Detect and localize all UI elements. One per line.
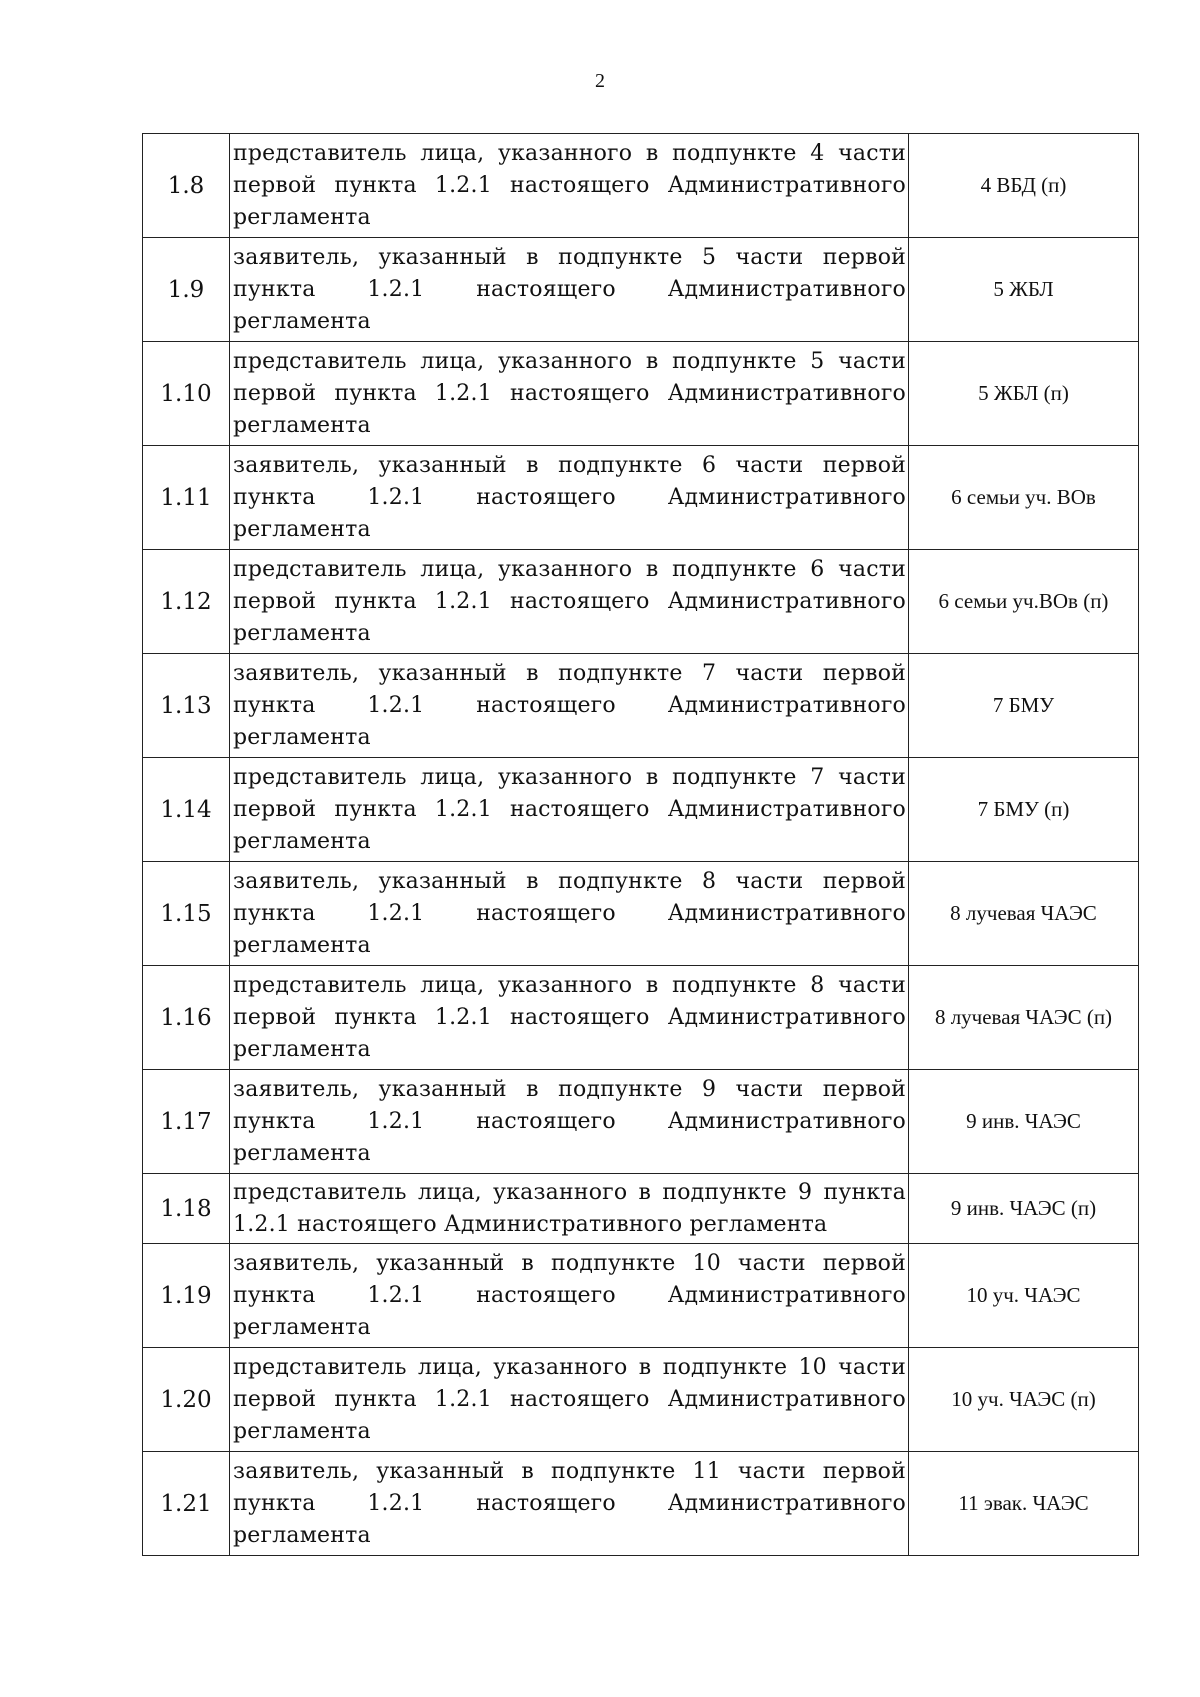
row-code: 8 лучевая ЧАЭС (909, 862, 1139, 966)
row-description: представитель лица, указанного в подпункте 7 части первой пункта 1.2.1 настоящего Административного регламента (230, 758, 909, 862)
row-description: заявитель, указанный в подпункте 9 части первой пункта 1.2.1 настоящего Административного регламента (230, 1070, 909, 1174)
row-number: 1.15 (143, 862, 230, 966)
row-code: 5 ЖБЛ (909, 238, 1139, 342)
row-code: 9 инв. ЧАЭС (909, 1070, 1139, 1174)
row-description: представитель лица, указанного в подпункте 9 пункта 1.2.1 настоящего Административного регламента (230, 1174, 909, 1244)
row-description: заявитель, указанный в подпункте 7 части первой пункта 1.2.1 настоящего Административного регламента (230, 654, 909, 758)
row-description: представитель лица, указанного в подпункте 10 части первой пункта 1.2.1 настоящего Административного регламента (230, 1348, 909, 1452)
applicant-codes-table (142, 133, 1139, 1556)
page-number: 2 (595, 70, 605, 92)
row-number: 1.14 (143, 758, 230, 862)
table-row (143, 134, 1139, 238)
row-code: 10 уч. ЧАЭС (п) (909, 1348, 1139, 1452)
table-row (143, 238, 1139, 342)
row-description: представитель лица, указанного в подпункте 6 части первой пункта 1.2.1 настоящего Административного регламента (230, 550, 909, 654)
row-code: 5 ЖБЛ (п) (909, 342, 1139, 446)
table-row (143, 966, 1139, 1070)
row-number: 1.12 (143, 550, 230, 654)
row-number: 1.10 (143, 342, 230, 446)
table-row (143, 1174, 1139, 1244)
row-code: 10 уч. ЧАЭС (909, 1244, 1139, 1348)
table-row (143, 550, 1139, 654)
table-row (143, 1244, 1139, 1348)
table-row (143, 862, 1139, 966)
row-code: 8 лучевая ЧАЭС (п) (909, 966, 1139, 1070)
row-description: представитель лица, указанного в подпункте 5 части первой пункта 1.2.1 настоящего Административного регламента (230, 342, 909, 446)
row-number: 1.16 (143, 966, 230, 1070)
table-row (143, 1452, 1139, 1556)
row-description: заявитель, указанный в подпункте 5 части первой пункта 1.2.1 настоящего Административного регламента (230, 238, 909, 342)
row-number: 1.21 (143, 1452, 230, 1556)
row-code: 11 эвак. ЧАЭС (909, 1452, 1139, 1556)
row-description: представитель лица, указанного в подпункте 8 части первой пункта 1.2.1 настоящего Административного регламента (230, 966, 909, 1070)
row-number: 1.9 (143, 238, 230, 342)
row-code: 9 инв. ЧАЭС (п) (909, 1174, 1139, 1244)
row-description: заявитель, указанный в подпункте 11 части первой пункта 1.2.1 настоящего Административного регламента (230, 1452, 909, 1556)
table-row (143, 446, 1139, 550)
table-row (143, 1070, 1139, 1174)
row-description: представитель лица, указанного в подпункте 4 части первой пункта 1.2.1 настоящего Административного регламента (230, 134, 909, 238)
row-description: заявитель, указанный в подпункте 6 части первой пункта 1.2.1 настоящего Административного регламента (230, 446, 909, 550)
row-code: 7 БМУ (909, 654, 1139, 758)
table-row (143, 758, 1139, 862)
row-code: 6 семьи уч.ВОв (п) (909, 550, 1139, 654)
row-number: 1.8 (143, 134, 230, 238)
row-number: 1.20 (143, 1348, 230, 1452)
row-number: 1.17 (143, 1070, 230, 1174)
row-number: 1.19 (143, 1244, 230, 1348)
row-description: заявитель, указанный в подпункте 10 части первой пункта 1.2.1 настоящего Административного регламента (230, 1244, 909, 1348)
row-code: 7 БМУ (п) (909, 758, 1139, 862)
table-row (143, 342, 1139, 446)
row-description: заявитель, указанный в подпункте 8 части первой пункта 1.2.1 настоящего Административного регламента (230, 862, 909, 966)
row-code: 4 ВБД (п) (909, 134, 1139, 238)
row-number: 1.18 (143, 1174, 230, 1244)
row-code: 6 семьи уч. ВОв (909, 446, 1139, 550)
table-row (143, 1348, 1139, 1452)
table-row (143, 654, 1139, 758)
row-number: 1.11 (143, 446, 230, 550)
row-number: 1.13 (143, 654, 230, 758)
